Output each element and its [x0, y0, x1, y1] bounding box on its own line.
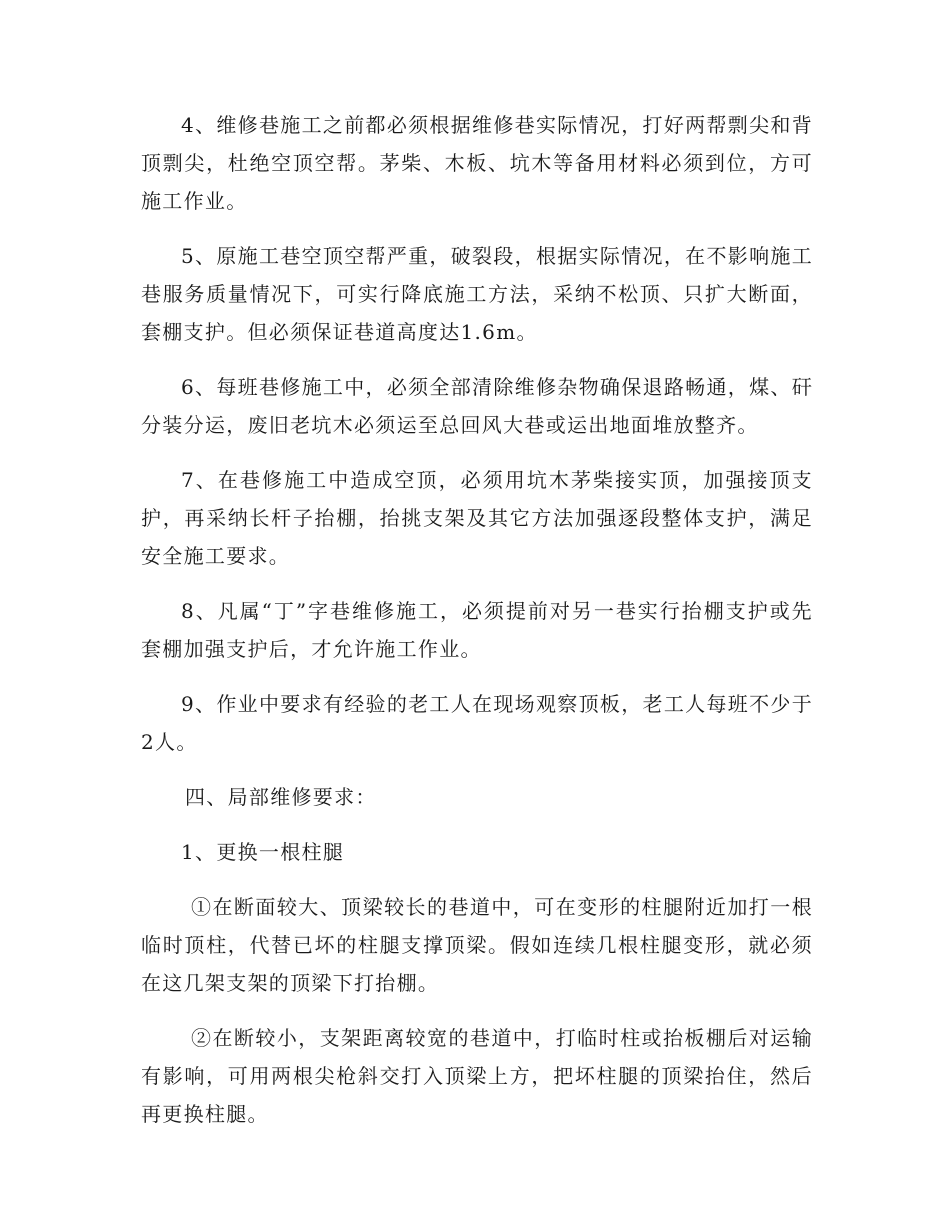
section-heading-local-repair: 四、局部维修要求： [185, 785, 377, 809]
paragraph-item-7: 7、在巷修施工中造成空顶，必须用坑木茅柴接实顶，加强接顶支护，再采纳长杆子抬棚，抬挑支架及其它方法加强逐段整体支护，满足安全施工要求。 [141, 468, 813, 568]
paragraph-item-6: 6、每班巷修施工中，必须全部清除维修杂物确保退路畅通，煤、矸分装分运，废旧老坑木必须运至总回风大巷或运出地面堆放整齐。 [141, 375, 813, 437]
paragraph-item-8: 8、凡属“丁”字巷维修施工，必须提前对另一巷实行抬棚支护或先套棚加强支护后，才允许施工作业。 [141, 599, 813, 661]
subsection-heading-replace-leg: 1、更换一根柱腿 [181, 840, 345, 864]
paragraph-item-9: 9、作业中要求有经验的老工人在现场观察顶板，老工人每班不少于2人。 [141, 692, 813, 754]
paragraph-item-4: 4、维修巷施工之前都必须根据维修巷实际情况，打好两帮剽尖和背顶剽尖，杜绝空顶空帮。茅柴、木板、坑木等备用材料必须到位，方可施工作业。 [141, 113, 813, 213]
paragraph-item-5: 5、原施工巷空顶空帮严重，破裂段，根据实际情况，在不影响施工巷服务质量情况下，可实行降底施工方法，采纳不松顶、只扩大断面，套棚支护。但必须保证巷道高度达1.6m。 [141, 244, 813, 344]
paragraph-circled-2: ②在断较小，支架距离较宽的巷道中，打临时柱或抬板棚后对运输有影响，可用两根尖枪斜交打入顶梁上方，把坏柱腿的顶梁抬住，然后再更换柱腿。 [141, 1026, 813, 1126]
paragraph-circled-1: ①在断面较大、顶梁较长的巷道中，可在变形的柱腿附近加打一根临时顶柱，代替已坏的柱腿支撑顶梁。假如连续几根柱腿变形，就必须在这几架支架的顶梁下打抬棚。 [141, 895, 813, 995]
document-body [141, 106, 813, 1150]
